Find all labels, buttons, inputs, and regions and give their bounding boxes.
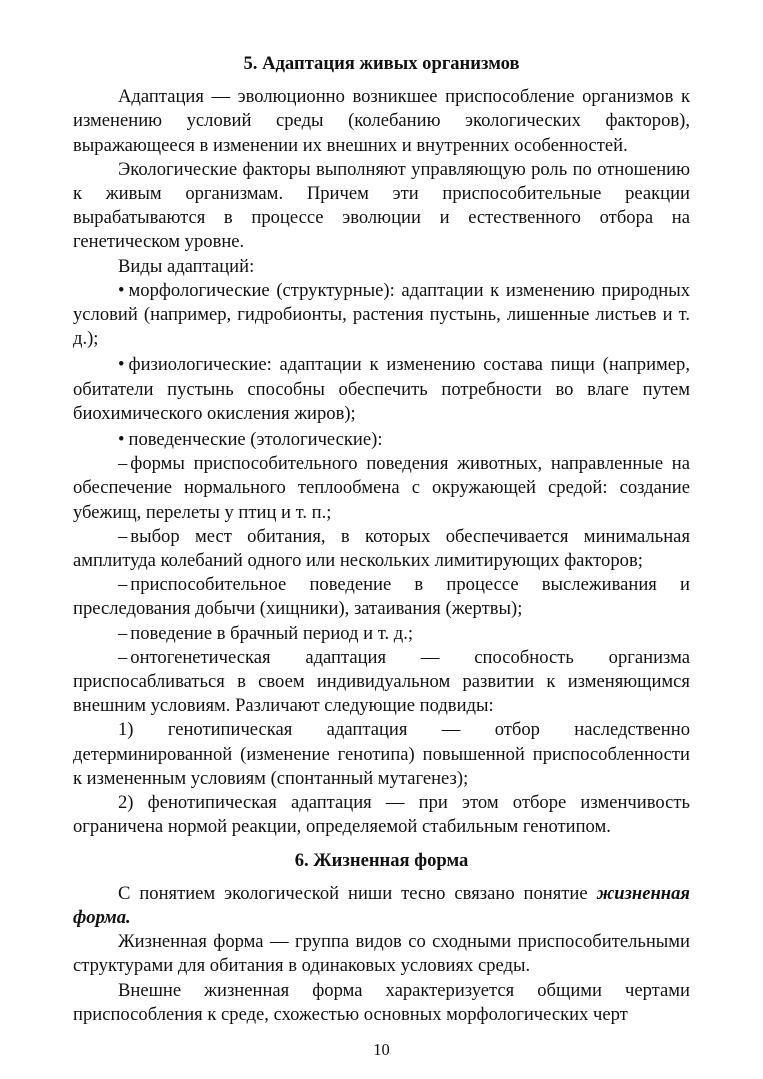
- bullet-icon: •: [118, 354, 125, 376]
- sub-item-mating: [73, 622, 690, 646]
- paragraph-life-form-features: Внешне жизненная форма характеризуется общими чертами приспособления к среде, схожестью основных морфологических черт: [73, 979, 690, 1025]
- paragraph-life-form-intro: [73, 882, 690, 930]
- sub-item-text: онтогенетическая адаптация — способность организма приспосабливаться в своем индивидуальном развитии к изменяющимся внешним условиям. Различают следующие подвиды:: [73, 646, 690, 717]
- paragraph-life-form-definition: Жизненная форма — группа видов со сходными приспособительными структурами для обитания в одинаковых условиях среды.: [73, 931, 690, 977]
- sub-item-text: поведение в брачный период и т. д.;: [130, 622, 414, 644]
- sub-item-text: приспособительное поведение в процессе выслеживания и преследования добычи (хищники), затаивания (жертвы);: [73, 574, 690, 620]
- sub-item-text: формы приспособительного поведения животных, направленные на обеспечение нормального теплообмена с окружающей средой: создание убежищ, перелеты у птиц и т. п.;: [73, 453, 690, 523]
- dash-icon: –: [118, 574, 128, 596]
- list-item-morphological: [73, 279, 690, 352]
- paragraph-ecological-factors: Экологические факторы выполняют управляющую роль по отношению к живым организмам. Причем эти приспособительные реакции вырабатываются в процессе эволюции и естественного отбора на генетическом уровне.: [73, 158, 690, 253]
- dash-icon: –: [118, 525, 128, 547]
- section-5-title: 5. Адаптация живых организмов: [243, 53, 520, 74]
- list-item-physiological: [73, 353, 690, 426]
- paragraph-text: С понятием экологической ниши тесно связано понятие: [118, 882, 597, 904]
- sub-item-prey-tracking: [73, 573, 690, 621]
- numbered-item-phenotypic: 2) фенотипическая адаптация — при этом отборе изменчивость ограничена нормой реакции, определяемой стабильным генотипом.: [73, 792, 690, 838]
- paragraph-adaptation-definition: Адаптация — эволюционно возникшее приспособление организмов к изменению условий среды (колебанию экологических факторов), выражающееся в изменении их внешних и внутренних особенностей.: [73, 86, 690, 156]
- bullet-icon: •: [118, 279, 125, 301]
- dash-icon: –: [118, 453, 128, 475]
- page-number: 10: [373, 1040, 390, 1059]
- sub-item-ontogenetic: [73, 646, 690, 719]
- list-item-text: физиологические: адаптации к изменению состава пищи (например, обитатели пустынь способны обеспечить потребности во влаге путем биохимического окисления жиров);: [73, 354, 690, 424]
- numbered-item-genotypic: 1) генотипическая адаптация — отбор наследственно детерминированной (изменение генотипа) повышенной приспособленности к измененным условиям (спонтанный мутагенез);: [73, 719, 690, 789]
- sub-item-text: выбор мест обитания, в которых обеспечивается минимальная амплитуда колебаний одного или нескольких лимитирующих факторов;: [73, 525, 690, 572]
- dash-icon: –: [118, 646, 128, 668]
- sub-item-habitat-choice: [73, 525, 690, 573]
- dash-icon: –: [118, 622, 128, 644]
- adaptation-types-heading: Виды адаптаций:: [118, 255, 255, 277]
- section-6-title: 6. Жизненная форма: [294, 849, 469, 871]
- list-item-text: поведенческие (этологические):: [128, 429, 383, 451]
- bullet-icon: •: [118, 429, 125, 451]
- emphasized-term: жизненная форма.: [73, 882, 690, 928]
- list-item-text: морфологические (структурные): адаптации к изменению природных условий (например, гидробионты, растения пустынь, лишенные листьев и т. д.);: [73, 279, 690, 350]
- document-page: [73, 52, 690, 1027]
- sub-item-heat-exchange: [73, 452, 690, 525]
- list-item-behavioral: [73, 428, 690, 452]
